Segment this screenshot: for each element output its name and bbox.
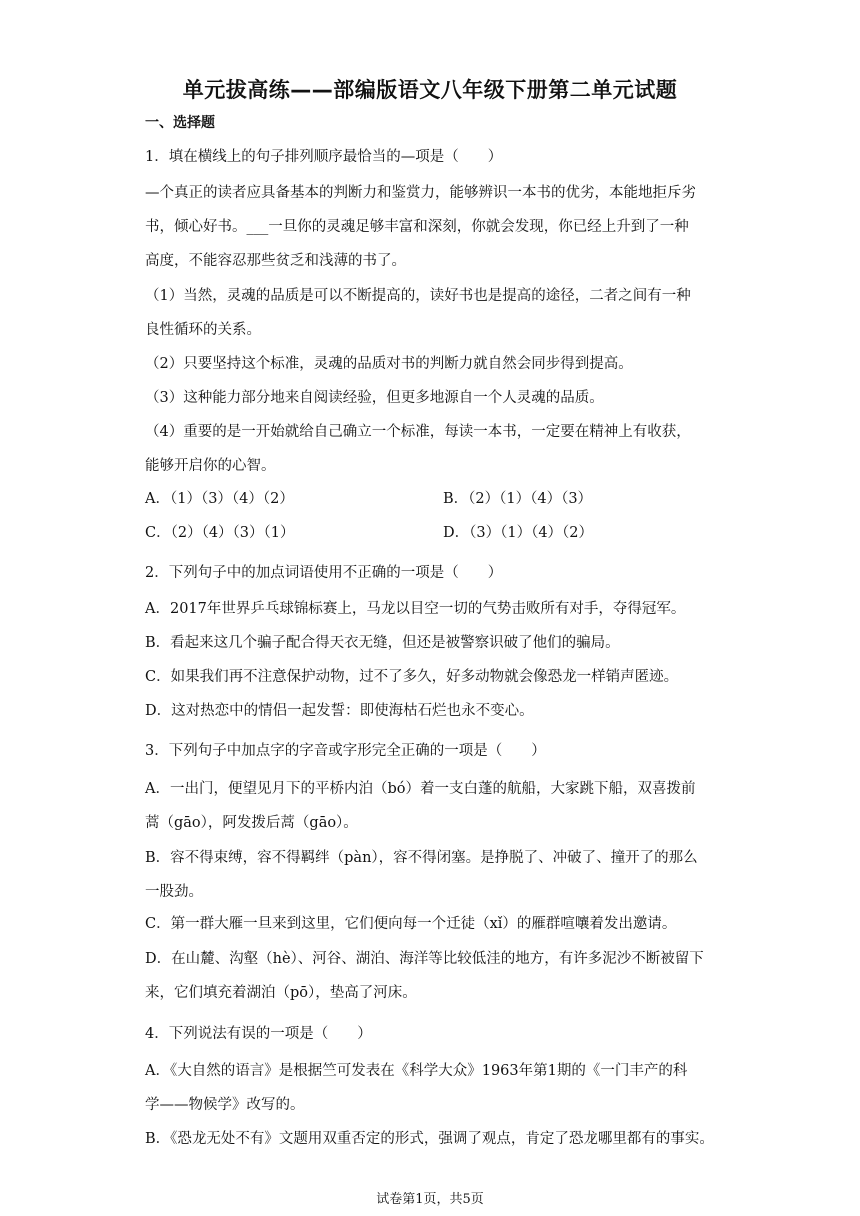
q3-option-d[interactable]: D．在山麓、沟壑（hè）、河谷、湖泊、海洋等比较低洼的地方，有许多泥沙不断被留下 xyxy=(145,951,704,967)
q4-option-a-cont: 学——物候学》改写的。 xyxy=(145,1097,305,1113)
q3-option-b-cont: 一股劲。 xyxy=(145,884,203,900)
q3-option-b[interactable]: B．容不得束缚，容不得羁绊（pàn），容不得闭塞。是挣脱了、冲破了、撞开了的那么 xyxy=(145,850,698,866)
q1-passage-line: —个真正的读者应具备基本的判断力和鉴赏力，能够辨识一本书的优劣，本能地拒斥劣 xyxy=(145,185,696,201)
q4-stem: 4．下列说法有误的一项是（ ） xyxy=(145,1026,372,1042)
q1-option-c[interactable]: C．（2）（4）（3）（1） xyxy=(145,525,295,541)
q1-sentence-2: （2）只要坚持这个标准，灵魂的品质对书的判断力就自然会同步得到提高。 xyxy=(145,356,633,372)
q1-passage-line: 高度，不能容忍那些贫乏和浅薄的书了。 xyxy=(145,253,406,269)
q2-option-c[interactable]: C．如果我们再不注意保护动物，过不了多久，好多动物就会像恐龙一样销声匿迹。 xyxy=(145,669,679,685)
q1-stem: 1．填在横线上的句子排列顺序最恰当的—项是（ ） xyxy=(145,149,503,165)
page-footer: 试卷第1页，共5页 xyxy=(376,1192,484,1207)
q3-option-a-cont: 蒿（gāo），阿发拨后蒿（gāo）。 xyxy=(145,815,358,831)
q1-sentence-3: （3）这种能力部分地来自阅读经验，但更多地源自一个人灵魂的品质。 xyxy=(145,390,604,406)
q3-option-d-cont: 来，它们填充着湖泊（pō），垫高了河床。 xyxy=(145,985,417,1001)
q1-option-b[interactable]: B．（2）（1）（4）（3） xyxy=(443,491,593,507)
q4-option-a[interactable]: A．《大自然的语言》是根据竺可发表在《科学大众》1963年第1期的《一门丰产的科 xyxy=(145,1063,688,1079)
page-title: 单元拔高练——部编版语文八年级下册第二单元试题 xyxy=(182,78,678,102)
q1-sentence-1-cont: 良性循环的关系。 xyxy=(145,322,261,338)
q2-stem: 2．下列句子中的加点词语使用不正确的一项是（ ） xyxy=(145,565,503,581)
section-heading: 一、选择题 xyxy=(145,115,215,131)
q2-option-d[interactable]: D．这对热恋中的情侣一起发誓：即使海枯石烂也永不变心。 xyxy=(145,703,534,719)
q1-sentence-1: （1）当然，灵魂的品质是可以不断提高的，读好书也是提高的途径，二者之间有一种 xyxy=(145,288,691,304)
q4-option-b[interactable]: B．《恐龙无处不有》文题用双重否定的形式，强调了观点，肯定了恐龙哪里都有的事实。 xyxy=(145,1131,714,1147)
q1-option-d[interactable]: D．（3）（1）（4）（2） xyxy=(443,525,594,541)
q2-option-b[interactable]: B．看起来这几个骗子配合得天衣无缝，但还是被警察识破了他们的骗局。 xyxy=(145,635,620,651)
q2-option-a[interactable]: A．2017年世界乒乓球锦标赛上，马龙以目空一切的气势击败所有对手，夺得冠军。 xyxy=(145,601,686,617)
q1-sentence-4: （4）重要的是一开始就给自己确立一个标准，每读一本书，一定要在精神上有收获， xyxy=(145,424,691,440)
q3-stem: 3．下列句子中加点字的字音或字形完全正确的一项是（ ） xyxy=(145,743,546,759)
q3-option-a[interactable]: A．一出门，便望见月下的平桥内泊（bó）着一支白蓬的航船，大家跳下船，双喜拨前 xyxy=(145,781,696,797)
q1-passage-line: 书，倾心好书。___一旦你的灵魂足够丰富和深刻，你就会发现，你已经上升到了一种 xyxy=(145,219,689,235)
q3-option-c[interactable]: C．第一群大雁一旦来到这里，它们便向每一个迁徒（xǐ）的雁群喧嚷着发出邀请。 xyxy=(145,916,677,932)
q1-option-a[interactable]: A．（1）（3）（4）（2） xyxy=(145,491,294,507)
q1-sentence-4-cont: 能够开启你的心智。 xyxy=(145,458,276,474)
